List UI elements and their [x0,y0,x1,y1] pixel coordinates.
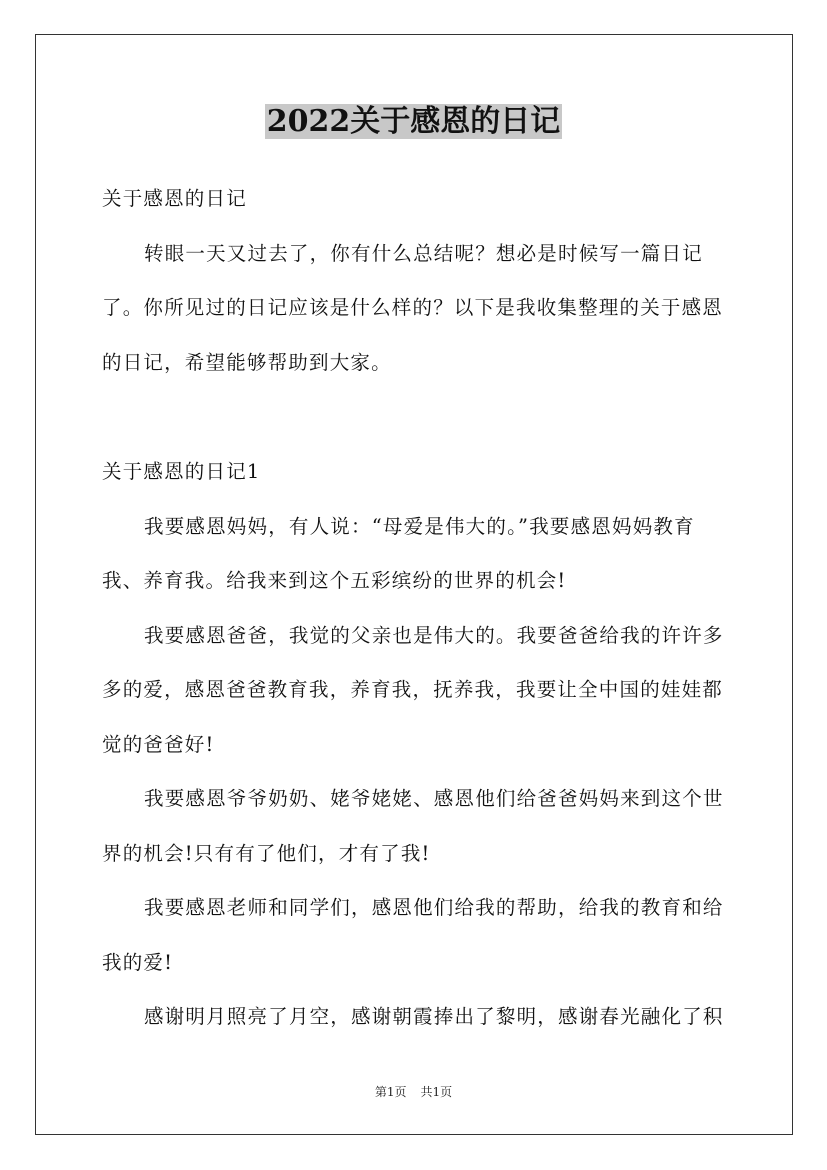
page-number-total: 共1页 [420,1085,453,1099]
body-paragraph: 我要感恩爷爷奶奶、姥爷姥姥、感恩他们给爸爸妈妈来到这个世界的机会!只有有了他们，才有了我! [102,787,724,865]
section-spacer [102,390,732,445]
document-title [0,100,827,144]
document-body [102,172,732,1045]
body-paragraph: 我要感恩妈妈，有人说：“母爱是伟大的。”我要感恩妈妈教育我、养育我。给我来到这个五彩缤纷的世界的机会! [102,514,695,592]
page-footer [0,1083,827,1101]
section-heading-1: 关于感恩的日记1 [102,460,261,483]
intro-paragraph: 转眼一天又过去了，你有什么总结呢？想必是时候写一篇日记了。你所见过的日记应该是什么样的？以下是我收集整理的关于感恩的日记，希望能够帮助到大家。 [102,241,724,374]
section-heading-intro: 关于感恩的日记 [102,187,247,210]
body-paragraph: 感谢明月照亮了月空，感谢朝霞捧出了黎明，感谢春光融化了积 [144,1005,724,1028]
body-paragraph: 我要感恩老师和同学们，感恩他们给我的帮助，给我的教育和给我的爱! [102,896,724,974]
body-paragraph: 我要感恩爸爸，我觉的父亲也是伟大的。我要爸爸给我的许许多多的爱，感恩爸爸教育我，养育我，抚养我，我要让全中国的娃娃都觉的爸爸好! [102,623,724,756]
page-number-current: 第1页 [374,1085,407,1099]
document-title-text: 2022关于感恩的日记 [266,104,561,139]
